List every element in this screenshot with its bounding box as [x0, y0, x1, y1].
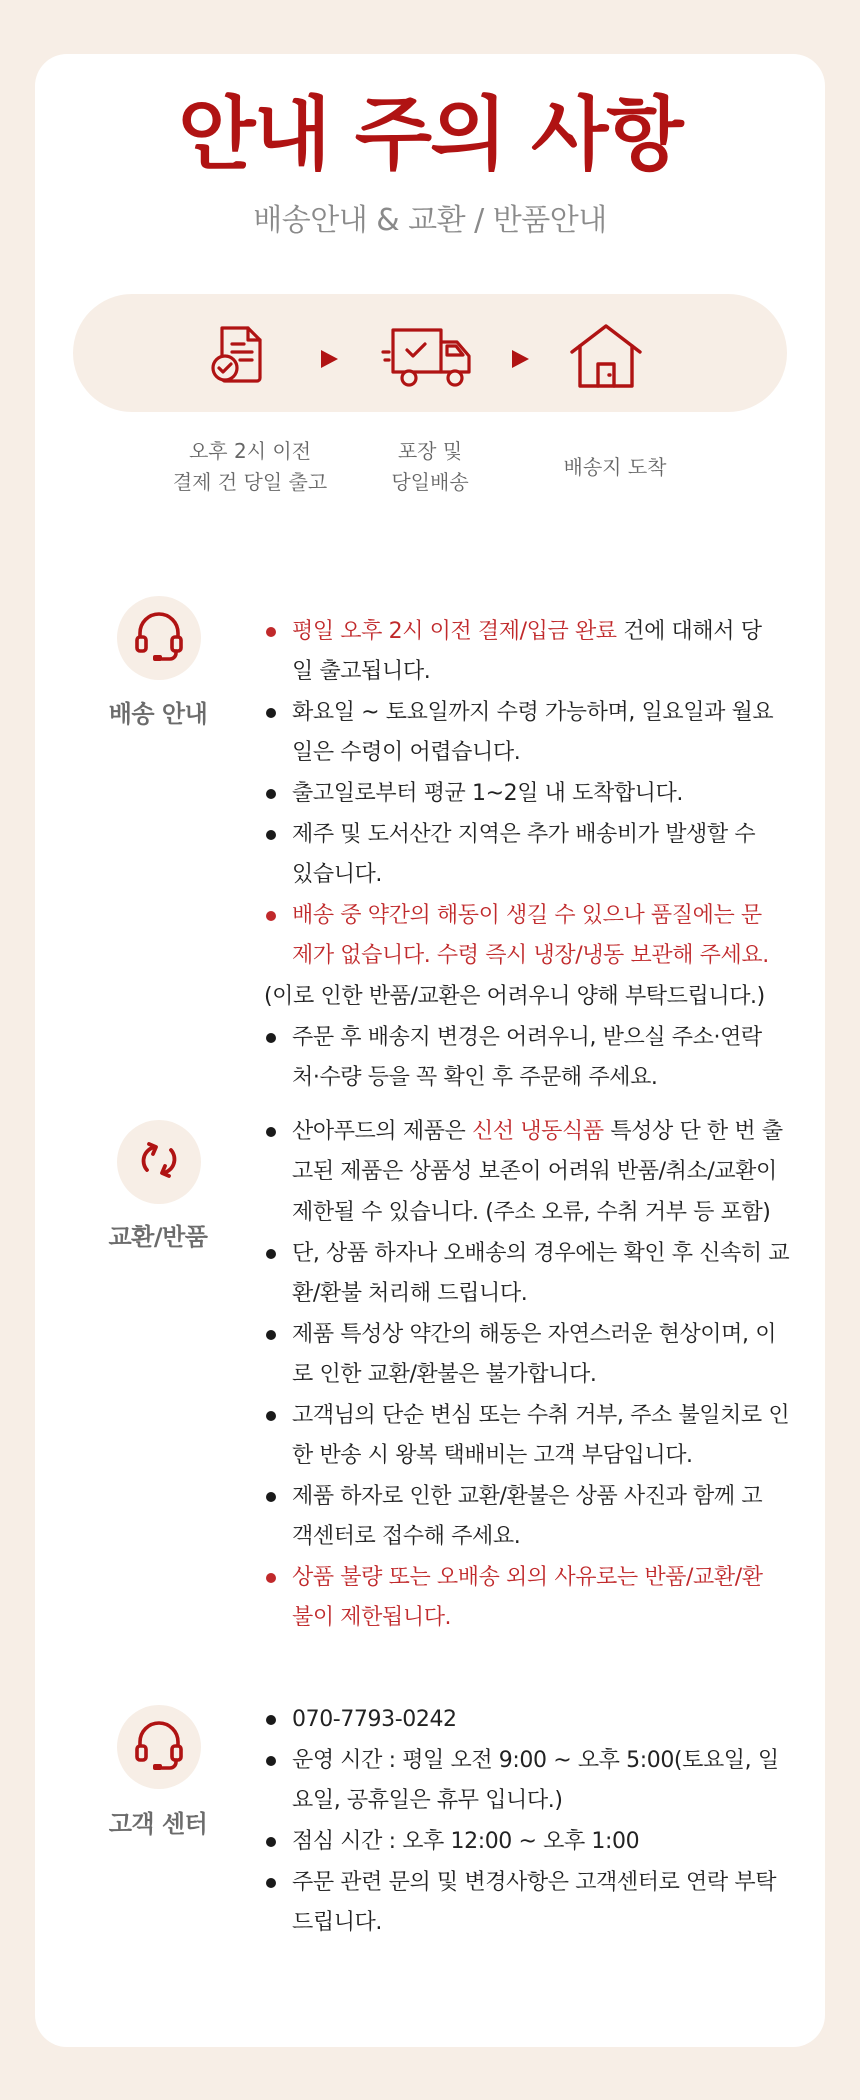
step-caption-3: 배송지 도착 [563, 455, 667, 479]
list-item: 주문 관련 문의 및 변경사항은 고객센터로 연락 부탁 [262, 1863, 776, 1903]
bullet-dot [266, 1411, 276, 1421]
list-item: 상품 불량 또는 오배송 외의 사유로는 반품/교환/환 [262, 1558, 763, 1598]
bullet-dot [266, 789, 276, 799]
support-icon-circle [117, 1705, 201, 1789]
bullet-dot [266, 911, 276, 921]
list-item-continuation: 환/환불 처리해 드립니다. [292, 1281, 528, 1306]
shipping-section-label: 배송 안내 [108, 700, 208, 728]
payment-document-icon [206, 320, 274, 388]
headset-icon [133, 609, 185, 667]
list-item-continuation: 드립니다. [292, 1910, 383, 1935]
list-item: 고객님의 단순 변심 또는 수취 거부, 주소 불일치로 인 [262, 1396, 789, 1436]
list-item-continuation: 있습니다. [292, 862, 383, 887]
list-item: 배송 중 약간의 해동이 생길 수 있으나 품질에는 문 [262, 896, 762, 936]
bullet-dot [266, 1249, 276, 1259]
step-arrow-2 [512, 350, 529, 368]
list-item: 070-7793-0242 [262, 1700, 457, 1740]
refresh-icon [134, 1135, 184, 1189]
list-item: 제품 특성상 약간의 해동은 자연스러운 현상이며, 이 [262, 1315, 776, 1355]
step-caption-1: 오후 2시 이전 결제 건 당일 출고 [172, 439, 328, 494]
list-item: 화요일 ~ 토요일까지 수령 가능하며, 일요일과 월요 [262, 693, 773, 733]
list-item: 제품 하자로 인한 교환/환불은 상품 사진과 함께 고 [262, 1477, 762, 1517]
list-item-continuation: 객센터로 접수해 주세요. [292, 1524, 521, 1549]
page-title: 안내 주의 사항 [178, 88, 682, 181]
returns-section-label: 교환/반품 [108, 1223, 208, 1251]
bullet-dot [266, 1492, 276, 1502]
bullet-dot [266, 830, 276, 840]
list-item-continuation: 일은 수령이 어렵습니다. [292, 740, 521, 765]
bullet-dot [266, 1573, 276, 1583]
list-item-continuation: 제가 없습니다. 수령 즉시 냉장/냉동 보관해 주세요. [292, 943, 769, 968]
shipping-icon-circle [117, 596, 201, 680]
step-caption-2: 포장 및 당일배송 [391, 439, 469, 494]
list-item-continuation: 불이 제한됩니다. [292, 1605, 452, 1630]
house-icon [568, 320, 644, 392]
bullet-dot [266, 1127, 276, 1137]
bullet-dot [266, 708, 276, 718]
page-subtitle: 배송안내 & 교환 / 반품안내 [253, 203, 607, 238]
bullet-dot [266, 1878, 276, 1888]
bullet-dot [266, 1837, 276, 1847]
bullet-dot [266, 1756, 276, 1766]
list-item: 점심 시간 : 오후 12:00 ~ 오후 1:00 [262, 1822, 639, 1862]
list-item-continuation: 고된 제품은 상품성 보존이 어려워 반품/취소/교환이 [292, 1159, 777, 1184]
bullet-dot [266, 1330, 276, 1340]
list-item: 단, 상품 하자나 오배송의 경우에는 확인 후 신속히 교 [262, 1234, 789, 1274]
list-item: 제주 및 도서산간 지역은 추가 배송비가 발생할 수 [262, 815, 755, 855]
list-item: 주문 후 배송지 변경은 어려우니, 받으실 주소·연락 [262, 1018, 762, 1058]
list-item: 산아푸드의 제품은 신선 냉동식품 특성상 단 한 번 출 [262, 1112, 783, 1152]
list-item-continuation: 한 반송 시 왕복 택배비는 고객 부담입니다. [292, 1443, 693, 1468]
bullet-dot [266, 627, 276, 637]
shipping-note: (이로 인한 반품/교환은 어려우니 양해 부탁드립니다.) [264, 984, 765, 1009]
list-item-continuation: 로 인한 교환/환불은 불가합니다. [292, 1362, 597, 1387]
delivery-truck-icon [381, 322, 475, 392]
step-arrow-1 [321, 350, 338, 368]
returns-icon-circle [117, 1120, 201, 1204]
list-item-continuation: 일 출고됩니다. [292, 659, 431, 684]
support-section-label: 고객 센터 [108, 1810, 208, 1838]
list-item-continuation: 처·수량 등을 꼭 확인 후 주문해 주세요. [292, 1065, 658, 1090]
list-item: 운영 시간 : 평일 오전 9:00 ~ 오후 5:00(토요일, 일 [262, 1741, 779, 1781]
list-item-continuation: 제한될 수 있습니다. (주소 오류, 수취 거부 등 포함) [292, 1200, 771, 1225]
headset-icon [133, 1718, 185, 1776]
bullet-dot [266, 1033, 276, 1043]
list-item: 평일 오후 2시 이전 결제/입금 완료 건에 대해서 당 [262, 612, 762, 652]
list-item-continuation: 요일, 공휴일은 휴무 입니다.) [292, 1788, 563, 1813]
list-item: 출고일로부터 평균 1~2일 내 도착합니다. [262, 774, 683, 814]
bullet-dot [266, 1715, 276, 1725]
